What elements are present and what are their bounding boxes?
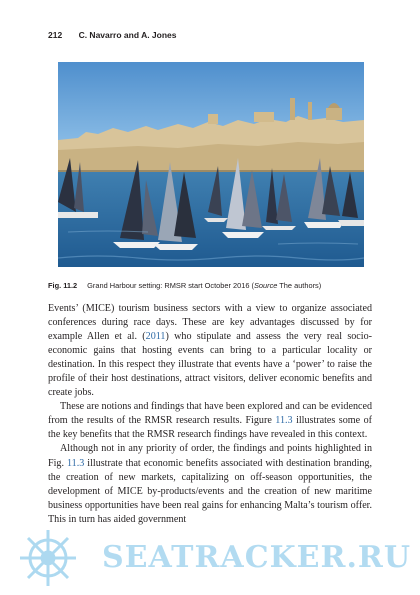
citation-link[interactable]: 2011 (145, 331, 166, 343)
figure-reference-link[interactable]: 11.3 (66, 457, 85, 469)
caption-main-text: Grand Harbour setting: RMSR start October 2016 ( (87, 281, 254, 290)
figure-label: Fig. 11.2 (48, 281, 78, 290)
caption-source-label: Source (253, 281, 278, 290)
ship-wheel-icon (20, 530, 76, 586)
harbour-regatta-photo (58, 62, 364, 267)
page-number: 212 (48, 30, 63, 40)
caption-source-rest: The authors) (277, 281, 322, 290)
figure-caption (48, 281, 321, 290)
watermark-text: SEATRACKER.RU (102, 540, 411, 575)
figure-reference-link[interactable]: 11.3 (275, 415, 293, 427)
paragraph: Events’ (MICE) tourism business sectors with a view to organize associated conferences during race days. These are key advantages discussed by for example Allen et al. (2011) who stipulate and assess the very real socio-economic gains that hosting events can bring to a particular locality or destination. In this respect they illustrate that events have a ‘power’ to raise the profile of their host destinations, attract visitors, deliver economic benefits and create jobs. (48, 303, 372, 399)
paragraph: These are notions and findings that have been explored and can be evidenced from the results of the RMSR research results. Figure 11.3 illustrates some of the key benefits that the RMSR research findings have revealed in this context. (48, 401, 372, 441)
running-head-authors: C. Navarro and A. Jones (78, 30, 177, 40)
running-header (48, 30, 177, 40)
paragraph: Although not in any priority of order, the findings and points highlighted in Fig. 11.3 illustrate that economic benefits associated with destination branding, the creation of new markets, capitalizing on off-season opportunities, the development of MICE by-products/events and the creation of new maritime business opportunities have been real gains for enhancing Malta’s tourism offer. This in turn has aided government (48, 443, 372, 525)
body-text (48, 302, 372, 527)
